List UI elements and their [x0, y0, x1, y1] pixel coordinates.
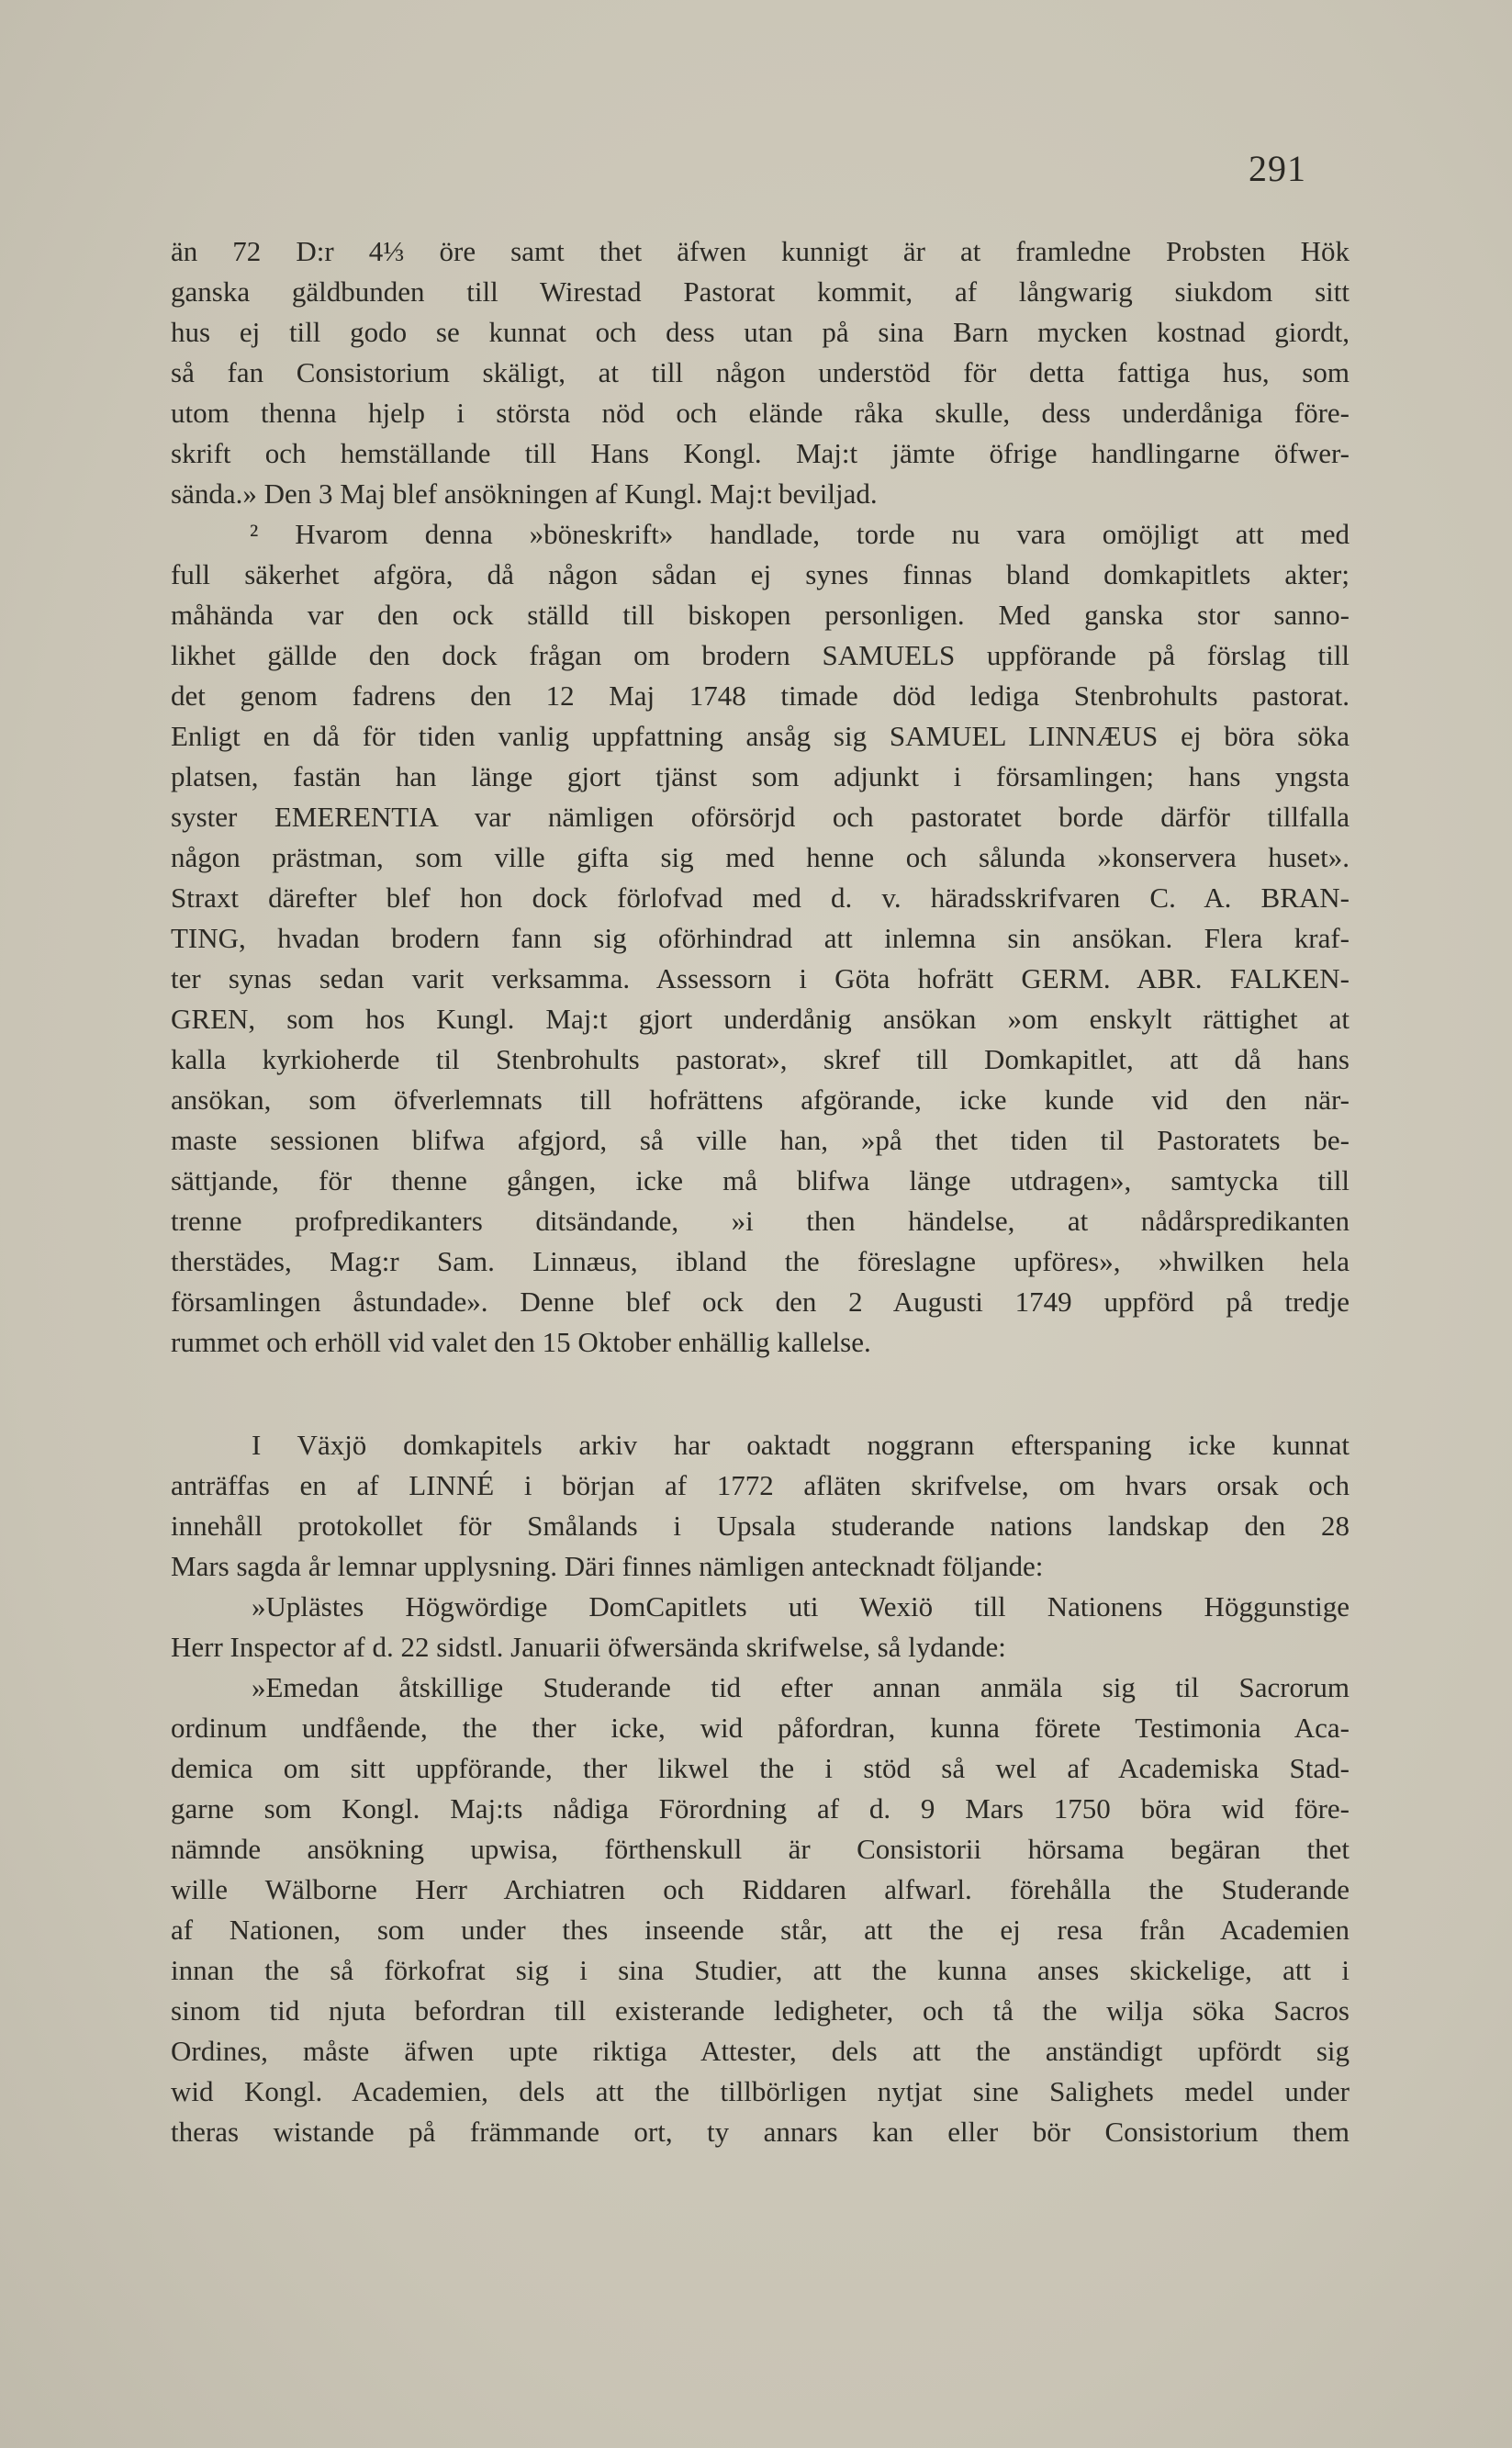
body-line: Ordines, måste äfwen upte riktiga Attester, dels att the anständigt upfördt sig: [171, 2035, 1350, 2067]
footnote-line: trenne profpredikanters ditsändande, »i then händelse, at nådårspredikanten: [171, 1205, 1350, 1237]
body-line: Herr Inspector af d. 22 sidstl. Januarii öfwersända skrifwelse, så lydande:: [171, 1631, 1006, 1663]
footnote-line: hus ej till godo se kunnat och dess utan på sina Barn mycken kostnad giordt,: [171, 316, 1350, 348]
footnote-line: ganska gäldbunden till Wirestad Pastorat kommit, af långwarig siukdom sitt: [171, 275, 1350, 308]
body-line: »Emedan åtskillige Studerande tid efter annan anmäla sig til Sacrorum: [252, 1671, 1350, 1703]
footnote-line: platsen, fastän han länge gjort tjänst som adjunkt i församlingen; hans yngsta: [171, 760, 1350, 792]
footnote-line: kalla kyrkioherde til Stenbrohults pastorat», skref till Domkapitlet, att då hans: [171, 1043, 1350, 1075]
footnote-line: än 72 D:r 4⅓ öre samt thet äfwen kunnigt är at framledne Probsten Hök: [171, 235, 1350, 267]
body-line: innan the så förkofrat sig i sina Studier, att the kunna anses skickelige, att i: [171, 1954, 1350, 1986]
footnote-line: ² Hvarom denna »böneskrift» handlade, torde nu vara omöjligt att med: [250, 518, 1350, 550]
footnote-line: Straxt därefter blef hon dock förlofvad med d. v. häradsskrifvaren C. A. BRAN-: [171, 882, 1350, 914]
body-line: Mars sagda år lemnar upplysning. Däri finnes nämligen antecknadt följande:: [171, 1550, 1044, 1582]
footnote-line: ter synas sedan varit verksamma. Assessorn i Göta hofrätt GERM. ABR. FALKEN-: [171, 962, 1350, 994]
footnote-block: [171, 231, 1350, 1363]
body-line: wille Wälborne Herr Archiatren och Riddaren alfwarl. förehålla the Studerande: [171, 1873, 1350, 1905]
main-text-block: [171, 1425, 1350, 2152]
footnote-line: full säkerhet afgöra, då någon sådan ej synes finnas bland domkapitlets akter;: [171, 558, 1350, 590]
body-line: nämnde ansökning upwisa, förthenskull är Consistorii hörsama begäran thet: [171, 1833, 1350, 1865]
body-line: theras wistande på främmande ort, ty annars kan eller bör Consistorium them: [171, 2116, 1350, 2148]
footnote-line: sända.» Den 3 Maj blef ansökningen af Kungl. Maj:t beviljad.: [171, 477, 878, 510]
page-number: 291: [1249, 148, 1306, 189]
footnote-line: therstädes, Mag:r Sam. Linnæus, ibland the föreslagne upföres», »hwilken hela: [171, 1245, 1350, 1277]
footnote-line: skrift och hemställande till Hans Kongl. Maj:t jämte öfrige handlingarne öfwer-: [171, 437, 1350, 469]
footnote-line: syster EMERENTIA var nämligen oförsörjd och pastoratet borde därför tillfalla: [171, 801, 1350, 833]
footnote-line: utom thenna hjelp i största nöd och elände råka skulle, dess underdåniga före-: [171, 397, 1350, 429]
footnote-line: församlingen åstundade». Denne blef ock den 2 Augusti 1749 uppförd på tredje: [171, 1286, 1350, 1318]
body-line: »Uplästes Högwördige DomCapitlets uti Wexiö till Nationens Höggunstige: [252, 1590, 1350, 1623]
footnote-line: maste sessionen blifwa afgjord, så ville han, »på thet tiden til Pastoratets be-: [171, 1124, 1350, 1156]
footnote-line: måhända var den ock ställd till biskopen personligen. Med ganska stor sanno-: [171, 599, 1350, 631]
body-line: innehåll protokollet för Smålands i Upsala studerande nations landskap den 28: [171, 1510, 1350, 1542]
footnote-line: någon prästman, som ville gifta sig med henne och sålunda »konservera huset».: [171, 841, 1350, 873]
body-line: demica om sitt uppförande, ther likwel the i stöd så wel af Academiska Stad-: [171, 1752, 1350, 1784]
body-line: I Växjö domkapitels arkiv har oaktadt noggrann efterspaning icke kunnat: [252, 1429, 1350, 1461]
footnote-line: så fan Consistorium skäligt, at till någon understöd för detta fattiga hus, som: [171, 356, 1350, 388]
footnote-line: GREN, som hos Kungl. Maj:t gjort underdånig ansökan »om enskylt rättighet at: [171, 1003, 1350, 1035]
footnote-line: rummet och erhöll vid valet den 15 Oktober enhällig kallelse.: [171, 1326, 871, 1358]
footnote-line: sättjande, för thenne gången, icke må blifwa länge utdragen», samtycka till: [171, 1164, 1350, 1196]
body-line: wid Kongl. Academien, dels att the tillbörligen nytjat sine Salighets medel under: [171, 2075, 1350, 2107]
footnote-line: TING, hvadan brodern fann sig oförhindrad att inlemna sin ansökan. Flera kraf-: [171, 922, 1350, 954]
body-line: anträffas en af LINNÉ i början af 1772 afläten skrifvelse, om hvars orsak och: [171, 1469, 1350, 1501]
body-line: garne som Kongl. Maj:ts nådiga Förordning af d. 9 Mars 1750 böra wid före-: [171, 1792, 1350, 1825]
footnote-line: det genom fadrens den 12 Maj 1748 timade död lediga Stenbrohults pastorat.: [171, 679, 1350, 712]
footnote-line: Enligt en då för tiden vanlig uppfattning ansåg sig SAMUEL LINNÆUS ej böra söka: [171, 720, 1350, 752]
footnote-line: likhet gällde den dock frågan om brodern SAMUELS uppförande på förslag till: [171, 639, 1350, 671]
body-line: ordinum undfående, the ther icke, wid påfordran, kunna förete Testimonia Aca-: [171, 1712, 1350, 1744]
body-line: af Nationen, som under thes inseende står, att the ej resa från Academien: [171, 1914, 1350, 1946]
footnote-line: ansökan, som öfverlemnats till hofrättens afgörande, icke kunde vid den när-: [171, 1084, 1350, 1116]
body-line: sinom tid njuta befordran till existerande ledigheter, och tå the wilja söka Sacros: [171, 1994, 1350, 2027]
